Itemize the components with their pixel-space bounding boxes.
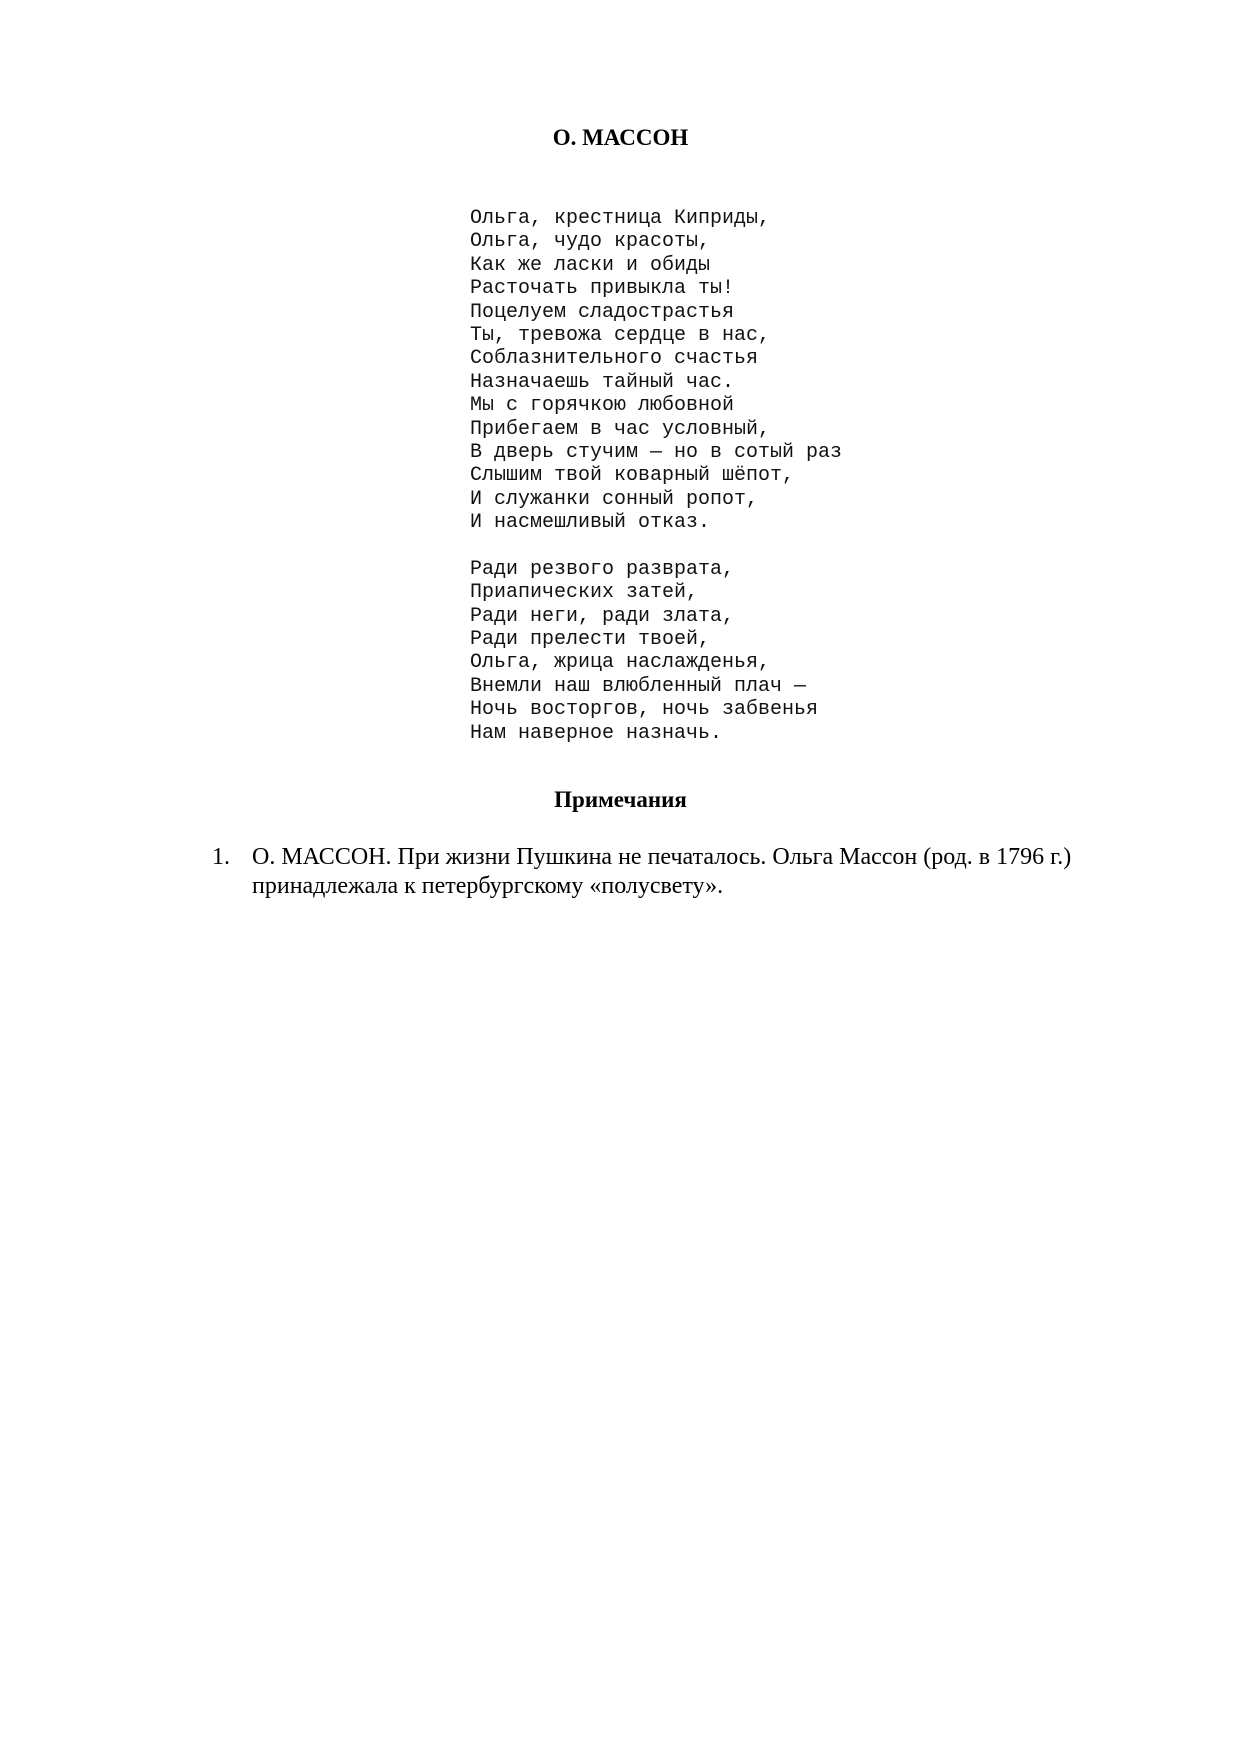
poem-line: И служанки сонный ропот, xyxy=(470,487,759,511)
page-title: О. МАССОН xyxy=(552,125,689,150)
poem-stanza xyxy=(470,558,842,745)
poem-line: Нам наверное назначь. xyxy=(470,721,723,745)
note-item xyxy=(212,843,1132,901)
poem-line: Ради прелести твоей, xyxy=(470,627,711,651)
poem-line: Ты, тревожа сердце в нас, xyxy=(470,324,771,348)
poem-line: Прибегаем в час условный, xyxy=(470,417,771,441)
poem-line: Ольга, чудо красоты, xyxy=(470,230,711,254)
poem-line: Ольга, крестница Киприды, xyxy=(470,207,771,230)
poem-line: Ради неги, ради злата, xyxy=(470,604,735,628)
poem-stanza xyxy=(470,207,842,535)
notes-heading: Примечания xyxy=(554,787,687,812)
notes-list xyxy=(212,843,1132,901)
poem-line: И насмешливый отказ. xyxy=(470,511,711,535)
poem-line: Назначаешь тайный час. xyxy=(470,370,735,394)
poem-line: Приапических затей, xyxy=(470,581,699,605)
poem-line: Поцелуем сладострастья xyxy=(470,300,735,324)
poem-line: В дверь стучим — но в сотый раз xyxy=(470,441,843,465)
poem-line: Внемли наш влюбленный плач — xyxy=(470,674,807,698)
poem-line: Мы с горячкою любовной xyxy=(470,394,735,418)
poem-line: Ольга, жрица наслажденья, xyxy=(470,651,771,675)
poem-line: Ночь восторгов, ночь забвенья xyxy=(470,698,819,722)
poem-line: Соблазнительного счастья xyxy=(470,347,759,371)
poem-line: Слышим твой коварный шёпот, xyxy=(470,464,795,488)
poem xyxy=(470,207,842,745)
poem-line: Как же ласки и обиды xyxy=(470,253,711,277)
poem-line: Расточать привыкла ты! xyxy=(470,277,735,301)
note-text: О. МАССОН. При жизни Пушкина не печаталось. Ольга Массон (род. в 1796 г.) принадлежала к петербургскому «полусвету». xyxy=(252,844,1072,899)
poem-line: Ради резвого разврата, xyxy=(470,557,735,581)
note-number: 1. xyxy=(212,844,230,870)
